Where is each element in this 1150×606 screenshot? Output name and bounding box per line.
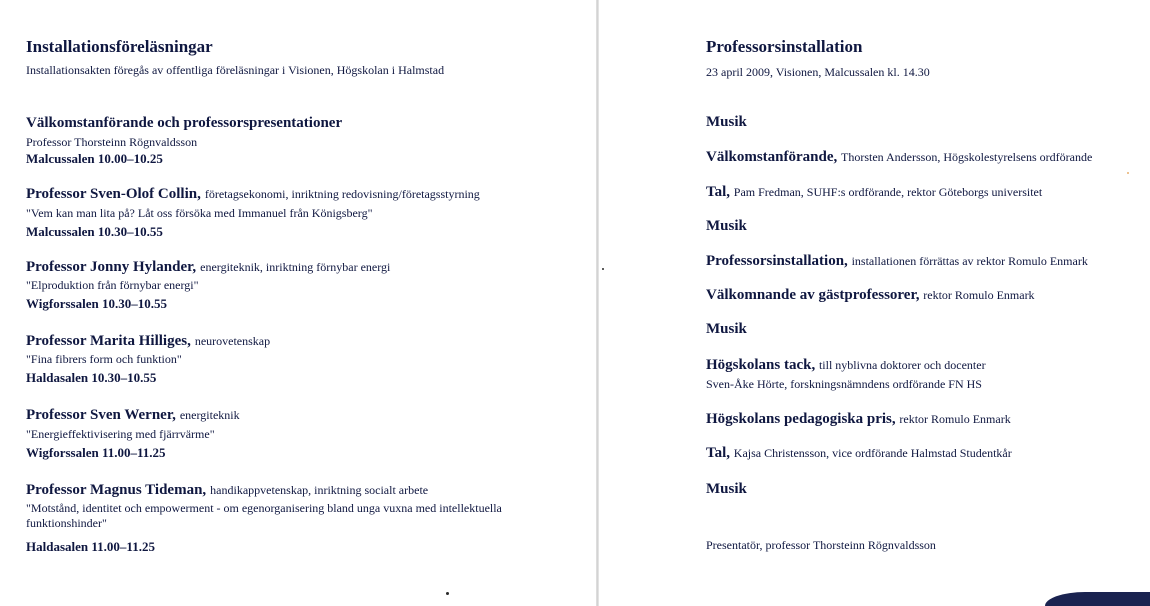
session-quote: "Elproduktion från förnybar energi"	[26, 278, 199, 292]
session-location: Malcussalen 10.00–10.25	[26, 151, 163, 166]
program-item	[706, 411, 1011, 428]
program-item-detail: Thorsten Andersson, Högskolestyrelsens ordförande	[841, 150, 1093, 164]
program-item	[706, 287, 1035, 304]
program-item-detail: Pam Fredman, SUHF:s ordförande, rektor Göteborgs universitet	[733, 185, 1043, 199]
program-item	[706, 357, 986, 374]
session-title: Professor Marita Hilliges,	[26, 333, 191, 349]
session-header	[26, 332, 270, 350]
left-title: Installationsföreläsningar	[26, 37, 213, 56]
program-item-title: Musik	[706, 114, 747, 130]
program-item	[706, 321, 747, 338]
program-item-title: Musik	[706, 481, 747, 497]
print-speck	[446, 592, 449, 595]
program-item-title: Musik	[706, 321, 747, 337]
session-location: Haldasalen 11.00–11.25	[26, 539, 155, 554]
program-item-title: Tal,	[706, 445, 731, 461]
program-item-title: Musik	[706, 218, 747, 234]
session-detail: företagsekonomi, inriktning redovisning/företagsstyrning	[204, 187, 480, 201]
program-item	[706, 445, 1012, 462]
program-item	[706, 184, 1042, 201]
session-title: Välkomstanförande och professorspresentationer	[26, 115, 343, 131]
session-title: Professor Sven Werner,	[26, 407, 176, 423]
session-quote: "Motstånd, identitet och empowerment - om egenorganisering bland unga vuxna med intellektuella funktionshinder"	[26, 501, 502, 530]
session-detail: handikappvetenskap, inriktning socialt arbete	[210, 483, 429, 497]
print-speck	[1127, 172, 1129, 174]
program-item-title: Välkomnande av gästprofessorer,	[706, 287, 920, 303]
left-subtitle: Installationsakten föregås av offentliga föreläsningar i Visionen, Högskolan i Halmstad	[26, 63, 445, 77]
session-header	[26, 258, 390, 276]
session-title: Professor Sven-Olof Collin,	[26, 186, 201, 202]
program-item-detail: till nyblivna doktorer och docenter	[818, 358, 986, 372]
program-item-detail: rektor Romulo Enmark	[899, 412, 1011, 426]
session-speaker: Professor Thorsteinn Rögnvaldsson	[26, 135, 198, 149]
session-title: Professor Jonny Hylander,	[26, 259, 197, 275]
program-item-detail: Kajsa Christensson, vice ordförande Halmstad Studentkår	[733, 446, 1012, 460]
program-item-detail: installationen förrättas av rektor Romulo Enmark	[851, 254, 1088, 268]
session-detail: neurovetenskap	[194, 334, 271, 348]
program-item-title: Tal,	[706, 184, 731, 200]
program-item	[706, 218, 747, 235]
session-header	[26, 406, 240, 424]
session-quote: "Energieffektivisering med fjärrvärme"	[26, 427, 215, 441]
session-header	[26, 185, 480, 203]
session-location: Wigforssalen 10.30–10.55	[26, 296, 167, 311]
right-page	[600, 0, 1150, 606]
program-item	[706, 114, 747, 131]
page-fold	[596, 0, 599, 606]
session-title: Professor Magnus Tideman,	[26, 482, 207, 498]
program-item-detail: rektor Romulo Enmark	[923, 288, 1035, 302]
program-item	[706, 253, 1088, 270]
session-detail: energiteknik	[179, 408, 240, 422]
right-title: Professorsinstallation	[706, 37, 863, 56]
program-item-title: Högskolans tack,	[706, 357, 816, 373]
session-location: Malcussalen 10.30–10.55	[26, 224, 163, 239]
presenter-footer: Presentatör, professor Thorsteinn Rögnvaldsson	[706, 538, 936, 552]
session-quote: "Vem kan man lita på? Låt oss försöka med Immanuel från Königsberg"	[26, 206, 373, 220]
session-location: Haldasalen 10.30–10.55	[26, 370, 157, 385]
session-detail: energiteknik, inriktning förnybar energi	[200, 260, 391, 274]
program-item-sub: Sven-Åke Hörte, forskningsnämndens ordförande FN HS	[706, 377, 982, 391]
session-header	[26, 481, 428, 499]
program-item-title: Högskolans pedagogiska pris,	[706, 411, 896, 427]
session-location: Wigforssalen 11.00–11.25	[26, 445, 166, 460]
program-item-title: Välkomstanförande,	[706, 149, 838, 165]
program-item	[706, 481, 747, 498]
program-item-title: Professorsinstallation,	[706, 253, 848, 269]
cover-corner	[1045, 592, 1150, 606]
program-item	[706, 149, 1092, 166]
right-subtitle: 23 april 2009, Visionen, Malcussalen kl. 14.30	[706, 65, 930, 79]
session-quote: "Fina fibrers form och funktion"	[26, 352, 182, 366]
